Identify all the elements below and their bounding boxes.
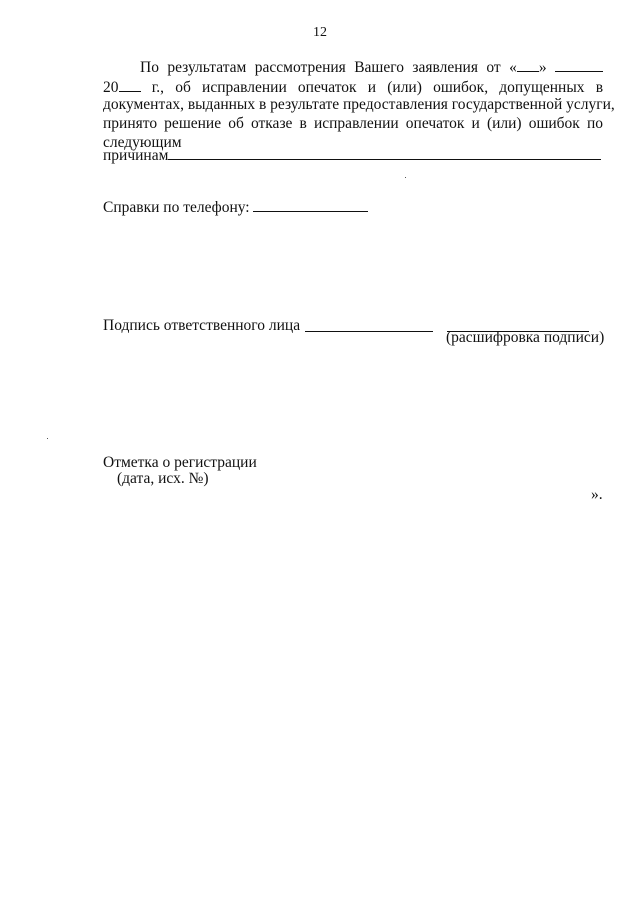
- reasons-label: причинам: [103, 147, 169, 164]
- signature-hint: (расшифровка подписи): [446, 329, 605, 346]
- scan-speck: [47, 438, 48, 439]
- paragraph-line-1-text-a: По результатам рассмотрения Вашего заявления от «: [140, 59, 517, 76]
- paragraph-line-3: документах, выданных в результате предоставления государственной услуги,: [103, 96, 615, 113]
- year-prefix: 20: [103, 79, 119, 96]
- signature-line: [305, 317, 433, 332]
- scan-speck: [405, 177, 406, 178]
- paragraph-line-1: [140, 57, 603, 77]
- paragraph-line-1-text-b: »: [538, 59, 547, 76]
- registration-sublabel: (дата, исх. №): [117, 470, 209, 487]
- reasons-blank: [168, 145, 601, 160]
- month-blank: [555, 57, 603, 72]
- phone-row: [103, 197, 368, 217]
- signature-label: Подпись ответственного лица: [103, 317, 301, 334]
- paragraph-line-2: [103, 77, 603, 97]
- registration-label: Отметка о регистрации: [103, 454, 257, 471]
- closing-quote: ».: [591, 486, 603, 503]
- day-blank: [517, 57, 539, 72]
- year-blank: [119, 77, 141, 92]
- page-number: 12: [313, 25, 327, 40]
- phone-label: Справки по телефону:: [103, 199, 250, 216]
- paragraph-line-2-text: г., об исправлении опечаток и (или) ошибок, допущенных в: [151, 79, 604, 96]
- paragraph-line-4: принято решение об отказе в исправлении опечаток и (или) ошибок по: [103, 115, 603, 132]
- signature-blank: [305, 317, 433, 337]
- phone-blank: [253, 197, 368, 212]
- reasons-row: [103, 145, 601, 165]
- paragraph-line-5: следующим: [103, 134, 182, 151]
